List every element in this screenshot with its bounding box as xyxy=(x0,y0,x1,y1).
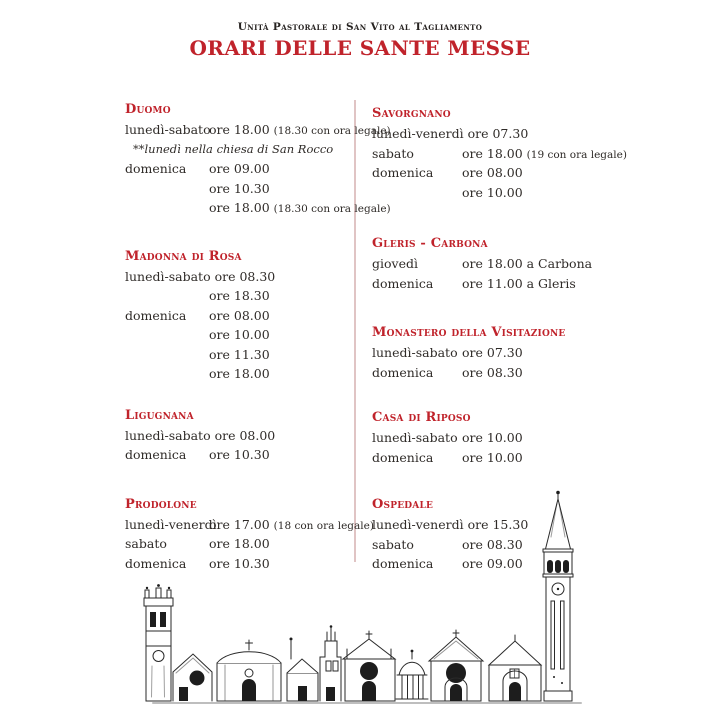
time-value: ore 18.00 xyxy=(462,145,523,161)
footnote: **lunedì nella chiesa di San Rocco xyxy=(133,141,334,156)
day-label: domenica xyxy=(125,555,187,571)
time-value: ore 10.00 xyxy=(462,430,523,445)
schedule-row xyxy=(125,286,363,306)
time-value: ore 08.00 xyxy=(209,307,270,323)
day-label: domenica xyxy=(125,447,187,462)
section-madonna-di-rosa xyxy=(125,248,363,384)
time-note: (18.30 con ora legale) xyxy=(273,125,391,137)
time-value: ore 18.00 a Carbona xyxy=(462,256,593,271)
day-label: lunedì-sabato xyxy=(125,427,211,443)
time-value: ore 18.00 xyxy=(209,366,270,381)
schedule-row xyxy=(125,159,363,179)
time-value: ore 08.30 xyxy=(462,364,523,380)
day-label: domenica xyxy=(372,449,434,465)
day-label: sabato xyxy=(372,536,414,552)
schedule-row xyxy=(125,306,363,326)
schedule-row xyxy=(372,254,618,274)
section-title: Savorgnano xyxy=(372,106,451,121)
day-label: lunedì-sabato xyxy=(372,345,458,360)
schedule-row xyxy=(372,163,618,183)
day-label: sabato xyxy=(372,145,414,161)
time-note: (18.30 con ora legale) xyxy=(273,203,391,215)
section-title: Madonna di Rosa xyxy=(125,248,242,264)
time-value: ore 08.30 xyxy=(214,268,276,284)
schedule-row xyxy=(125,325,363,345)
time-value: ore 07.30 xyxy=(467,126,529,141)
day-label: domenica xyxy=(372,275,434,291)
schedule-row xyxy=(125,426,363,446)
schedule-row xyxy=(125,198,391,218)
section-monastero-della-visitazione xyxy=(372,324,618,382)
schedule-row xyxy=(372,183,618,203)
time-value: ore 07.30 xyxy=(462,345,523,360)
schedule-row xyxy=(372,363,618,383)
parish-subtitle: Unità Pastorale di San Vito al Tagliamento xyxy=(237,21,483,33)
time-note: (19 con ora legale) xyxy=(526,148,627,161)
schedule-row xyxy=(125,120,391,140)
day-label: giovedì xyxy=(372,256,418,271)
schedule-row xyxy=(125,179,363,199)
schedule-row xyxy=(125,445,363,465)
day-label: lunedì-sabato xyxy=(372,430,458,445)
day-label: lunedì-venerdì xyxy=(372,126,464,141)
page-header xyxy=(0,21,720,60)
section-title: Prodolone xyxy=(125,496,197,512)
time-value: ore 08.00 xyxy=(462,165,523,180)
section-title: Gleris - Carbona xyxy=(372,236,488,251)
day-label: domenica xyxy=(372,165,434,180)
day-label: lunedì-sabato xyxy=(125,122,211,137)
time-value: ore 17.00 xyxy=(209,516,270,532)
section-title: Monastero della Visitazione xyxy=(372,325,566,340)
time-value: ore 08.00 xyxy=(214,427,276,443)
time-value: ore 11.30 xyxy=(209,346,270,362)
time-value: ore 15.30 xyxy=(467,517,529,532)
time-value: ore 18.00 xyxy=(209,536,270,551)
section-duomo xyxy=(125,101,391,218)
section-title: Ospedale xyxy=(372,497,434,512)
schedule-row xyxy=(125,267,363,287)
section-ligugnana xyxy=(125,407,363,465)
schedule-row xyxy=(125,345,363,365)
time-value: ore 08.30 xyxy=(462,536,523,552)
section-casa-di-riposo xyxy=(372,409,618,467)
time-value: ore 10.30 xyxy=(209,555,270,571)
time-value: ore 09.00 xyxy=(209,161,270,176)
schedule-row xyxy=(372,428,618,448)
time-value: ore 09.00 xyxy=(462,556,523,571)
schedule-row xyxy=(372,274,618,294)
church-skyline-illustration xyxy=(133,489,588,705)
time-value: ore 10.00 xyxy=(462,184,523,200)
page-title: ORARI DELLE SANTE MESSE xyxy=(189,36,531,60)
schedule-row xyxy=(372,448,618,468)
time-value: ore 10.30 xyxy=(209,180,270,196)
section-gleris-carbona xyxy=(372,235,618,293)
day-label: lunedì-venerdì xyxy=(125,516,217,532)
schedule-row xyxy=(125,364,363,384)
schedule-row xyxy=(372,144,627,164)
section-savorgnano xyxy=(372,105,627,202)
time-value: ore 18.00 xyxy=(209,200,270,215)
section-title: Ligugnana xyxy=(125,407,194,423)
day-label: lunedì-venerdì xyxy=(372,517,464,532)
time-value: ore 10.00 xyxy=(462,449,523,465)
time-note: (18 con ora legale) xyxy=(273,519,374,532)
schedule-row xyxy=(372,343,618,363)
time-value: ore 11.00 a Gleris xyxy=(462,275,576,291)
day-label: lunedì-sabato xyxy=(125,268,211,284)
time-value: ore 18.00 xyxy=(209,122,270,137)
time-value: ore 10.30 xyxy=(209,447,270,462)
section-title: Duomo xyxy=(125,102,171,117)
day-label: domenica xyxy=(125,307,187,323)
time-value: ore 10.00 xyxy=(209,327,270,342)
time-value: ore 18.30 xyxy=(209,288,270,303)
day-label: domenica xyxy=(372,364,434,380)
schedule-row xyxy=(372,124,618,144)
day-label: domenica xyxy=(372,556,434,571)
day-label: domenica xyxy=(125,161,187,176)
section-title: Casa di Riposo xyxy=(372,410,471,425)
day-label: sabato xyxy=(125,536,167,551)
